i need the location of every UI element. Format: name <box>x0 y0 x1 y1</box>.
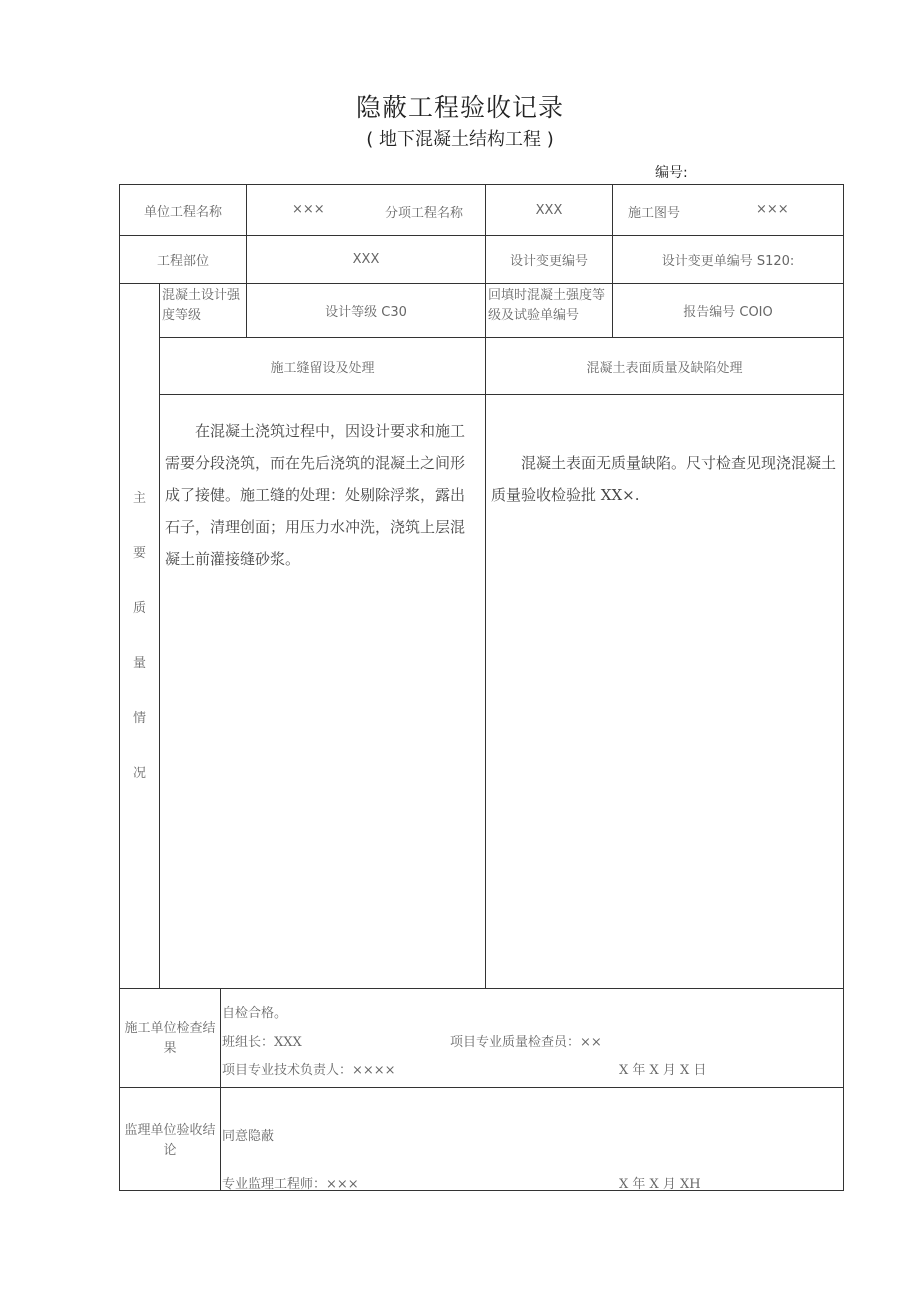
technical-lead: 项目专业技术负责人：×××× <box>222 1063 396 1078</box>
unit-project-label: 单位工程名称 <box>119 184 247 236</box>
quality-inspector: 项目专业质量检查员：×× <box>450 1035 602 1050</box>
drawing-value: ××× <box>756 202 789 217</box>
supervision-label: 监理单位验收结论 <box>119 1087 221 1191</box>
self-check-result: 自检合格。 <box>222 1006 288 1021</box>
construction-check-label: 施工单位检查结果 <box>119 988 221 1088</box>
document-number-label: 编号: <box>655 165 688 181</box>
supervision-cell <box>220 1087 844 1191</box>
document-title: 隐蔽工程验收记录 <box>355 93 564 122</box>
construction-check-cell <box>220 988 844 1088</box>
surface-quality-cell <box>485 394 844 989</box>
side-label-char: 质 <box>132 601 146 616</box>
construction-joint-text: 在混凝土浇筑过程中，因设计要求和施工需要分段浇筑，而在先后浇筑的混凝土之间形成了接健。施工缝的处理：处剔除浮浆，露出石子，清理创面；用压力水冲洗，浇筑上层混凝土前灌接缝砂浆。 <box>165 422 466 568</box>
document-subtitle: ( 地下混凝土结构工程 ) <box>366 129 554 150</box>
surface-quality-header: 混凝土表面质量及缺陷处理 <box>485 337 844 395</box>
side-label-char: 要 <box>132 546 146 561</box>
supervising-engineer: 专业监理工程师：××× <box>222 1177 359 1192</box>
unit-project-value: ××× <box>292 202 325 217</box>
construction-joint-cell <box>159 394 486 989</box>
side-label-char: 况 <box>132 766 146 781</box>
sub-project-label: 分项工程名称 <box>385 206 464 221</box>
drawing-cell <box>612 184 844 236</box>
drawing-label: 施工图号 <box>628 206 681 221</box>
side-label-char: 情 <box>132 711 146 726</box>
construction-joint-header: 施工缝留设及处理 <box>159 337 486 395</box>
design-change-value: 设计变更单编号 S120: <box>612 235 844 284</box>
backfill-report-value: 报告编号 COIO <box>612 283 844 338</box>
supervision-date: X 年 X 月 XH <box>619 1177 701 1192</box>
backfill-strength-label: 回填时混凝土强度等级及试验单编号 <box>485 283 613 338</box>
surface-quality-text: 混凝土表面无质量缺陷。尺寸检查见现浇混凝土质量验收检验批 XX×. <box>491 454 837 504</box>
unit-project-cell <box>246 184 486 236</box>
project-part-value: XXX <box>246 235 486 284</box>
side-label-char: 量 <box>132 656 146 671</box>
design-change-label: 设计变更编号 <box>485 235 613 284</box>
concrete-grade-value: 设计等级 C30 <box>246 283 486 338</box>
project-part-label: 工程部位 <box>119 235 247 284</box>
sub-project-value: XXX <box>485 184 613 236</box>
construction-check-date: X 年 X 月 X 日 <box>619 1063 707 1078</box>
team-leader: 班组长：XXX <box>222 1035 302 1050</box>
main-quality-side-label <box>119 283 160 989</box>
concrete-grade-label: 混凝土设计强度等级 <box>159 283 247 338</box>
side-label-char: 主 <box>132 491 146 506</box>
supervision-conclusion: 同意隐蔽 <box>222 1129 275 1144</box>
